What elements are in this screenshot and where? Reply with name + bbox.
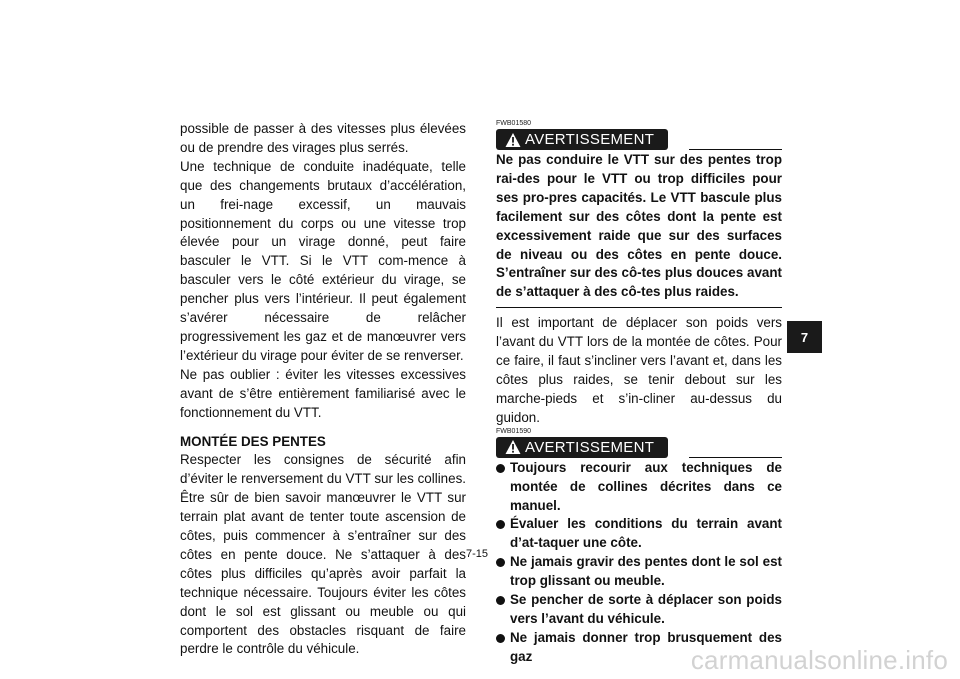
list-item: Toujours recourir aux techniques de montée de collines décrites dans ce manuel. bbox=[496, 459, 782, 516]
warning-header bbox=[496, 437, 782, 459]
watermark: carmanualsonline.info bbox=[690, 645, 948, 675]
warning-end-rule bbox=[496, 307, 782, 308]
paragraph-weight-shift: Il est important de déplacer son poids vers l’avant du VTT lors de la montée de côtes. Pour ce faire, il faut s’incliner vers l’avant et, dans les côtes plus raides, se tenir debout sur les marche-pieds et s’in-cliner au-dessus du guidon. bbox=[496, 315, 782, 425]
paragraph-hill-climbing: Respecter les consignes de sécurité afin d’éviter le renversement du VTT sur les collines. Être sûr de bien savoir manœuvrer le VTT sur terrain plat avant de tenter toute ascension de côtes, puis commencer à s’entraîner sur des côtes en pente douce. Ne s’attaquer à des côtes plus difficiles qu’après avoir parfait la technique nécessaire. Toujours éviter les côtes dont le sol est glissant ou meuble ou qui comportent des obstacles risquant de faire perdre le contrôle du véhicule. bbox=[180, 452, 466, 657]
right-column bbox=[496, 120, 782, 667]
chapter-tab: 7 bbox=[787, 321, 822, 353]
warning-triangle-icon bbox=[505, 132, 521, 148]
paragraph-technique: Une technique de conduite inadéquate, telle que des changements brutaux d’accélération, un frei-nage excessif, un mauvais positionnement du corps ou une vitesse trop élevée pour un virage donné, peut faire basculer le VTT. Si le VTT com-mence à basculer vers le côté extérieur du virage, se pencher plus vers l’intérieur. Il peut également s’avérer nécessaire de relâcher progressivement les gaz et de manœuvrer vers l’extérieur du virage pour éviter de se renverser. bbox=[180, 158, 466, 363]
list-item: Se pencher de sorte à déplacer son poids vers l’avant du véhicule. bbox=[496, 591, 782, 629]
section-heading: MONTÉE DES PENTES bbox=[180, 433, 326, 449]
warning-header bbox=[496, 129, 782, 151]
warning-label: AVERTISSEMENT bbox=[525, 131, 655, 148]
left-column bbox=[180, 120, 466, 659]
warning-label: AVERTISSEMENT bbox=[525, 438, 655, 456]
warning-badge bbox=[496, 437, 668, 458]
warning-text: Ne pas conduire le VTT sur des pentes trop rai-des pour le VTT ou trop difficiles pour ses pro-pres capacités. Le VTT bascule plus facilement sur des côtes dont la pente est excessivement raide que sur des surfaces de niveau ou des côtes en pente douce. S’entraîner sur des cô-tes plus douces avant de s’attaquer à des cô-tes plus raides. bbox=[496, 152, 782, 300]
paragraph-reminder: Ne pas oublier : éviter les vitesses excessives avant de s’être entièrement familiarisé avec le fonctionnement du VTT. bbox=[180, 366, 466, 420]
page-number: 7-15 bbox=[466, 548, 489, 560]
list-item: Évaluer les conditions du terrain avant d’at-taquer une côte. bbox=[496, 515, 782, 553]
bullet-icon bbox=[496, 634, 505, 643]
warning-divider bbox=[689, 457, 782, 458]
bullet-icon bbox=[496, 558, 505, 567]
warning-triangle-icon bbox=[505, 439, 521, 455]
warning-code: FWB01590 bbox=[496, 427, 532, 435]
bullet-icon bbox=[496, 520, 505, 529]
bullet-icon bbox=[496, 596, 505, 605]
list-item: Ne jamais donner trop brusquement des gaz bbox=[496, 629, 782, 667]
list-item: Ne jamais gravir des pentes dont le sol est trop glissant ou meuble. bbox=[496, 553, 782, 591]
warning-divider bbox=[689, 149, 782, 150]
paragraph-speed: possible de passer à des vitesses plus élevées ou de prendre des virages plus serrés. bbox=[180, 121, 466, 155]
warning-code: FWB01580 bbox=[496, 120, 532, 127]
bullet-icon bbox=[496, 464, 505, 473]
warning-badge bbox=[496, 129, 668, 150]
warning-bullet-list bbox=[496, 459, 782, 667]
